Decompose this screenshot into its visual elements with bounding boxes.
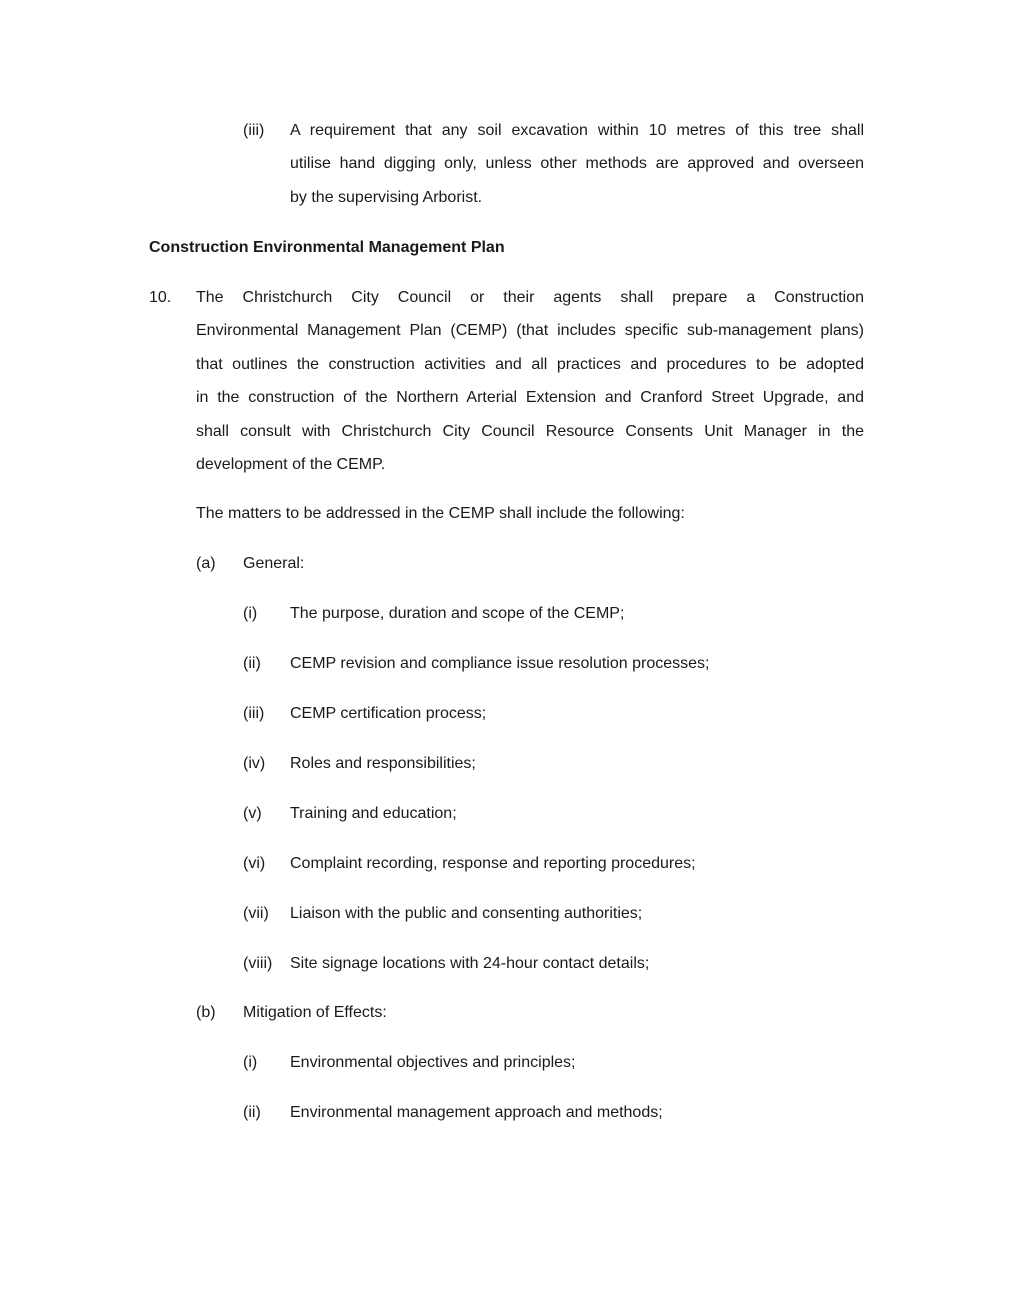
list-marker: (viii)	[243, 955, 273, 972]
list-item: CEMP revision and compliance issue resolution processes;	[290, 655, 710, 672]
condition-intro: The matters to be addressed in the CEMP shall include the following:	[196, 505, 685, 522]
top-item-text	[290, 114, 864, 214]
list-item: Environmental management approach and methods;	[290, 1104, 663, 1121]
list-item: Roles and responsibilities;	[290, 755, 476, 772]
text-line: Environmental Management Plan (CEMP) (that includes specific sub-management plans)	[196, 322, 864, 340]
text-line: that outlines the construction activities and all practices and procedures to be adopted	[196, 355, 864, 373]
list-item: CEMP certification process;	[290, 705, 487, 722]
list-item: Site signage locations with 24-hour contact details;	[290, 955, 650, 972]
list-item: Environmental objectives and principles;	[290, 1054, 576, 1071]
list-item: Liaison with the public and consenting authorities;	[290, 905, 643, 922]
list-marker: (iii)	[243, 705, 265, 722]
list-marker: (vi)	[243, 855, 266, 872]
text-line: in the construction of the Northern Arterial Extension and Cranford Street Upgrade, and	[196, 389, 864, 407]
section-heading: Construction Environmental Management Plan	[149, 239, 505, 256]
text-line: A requirement that any soil excavation within 10 metres of this tree shall	[290, 122, 864, 139]
list-marker: (ii)	[243, 1104, 261, 1121]
group-marker: (b)	[196, 1004, 216, 1021]
list-marker: (ii)	[243, 655, 261, 672]
list-marker: (iii)	[243, 122, 265, 139]
list-marker: (v)	[243, 805, 262, 822]
group-title: Mitigation of Effects:	[243, 1004, 387, 1021]
list-marker: (i)	[243, 605, 258, 622]
text-line: The Christchurch City Council or their agents shall prepare a Construction	[196, 289, 864, 306]
text-line: shall consult with Christchurch City Council Resource Consents Unit Manager in the	[196, 422, 864, 440]
list-marker: (iv)	[243, 755, 266, 772]
text-line: by the supervising Arborist.	[290, 188, 483, 206]
group-title: General:	[243, 555, 305, 572]
text-line: utilise hand digging only, unless other methods are approved and overseen	[290, 155, 864, 173]
list-item: Complaint recording, response and reporting procedures;	[290, 855, 696, 872]
list-item: The purpose, duration and scope of the CEMP;	[290, 605, 625, 622]
group-marker: (a)	[196, 555, 216, 572]
condition-text	[196, 281, 864, 481]
condition-number: 10.	[149, 289, 172, 306]
list-marker: (vii)	[243, 905, 269, 922]
list-marker: (i)	[243, 1054, 258, 1071]
list-item: Training and education;	[290, 805, 457, 822]
text-line: development of the CEMP.	[196, 455, 386, 473]
